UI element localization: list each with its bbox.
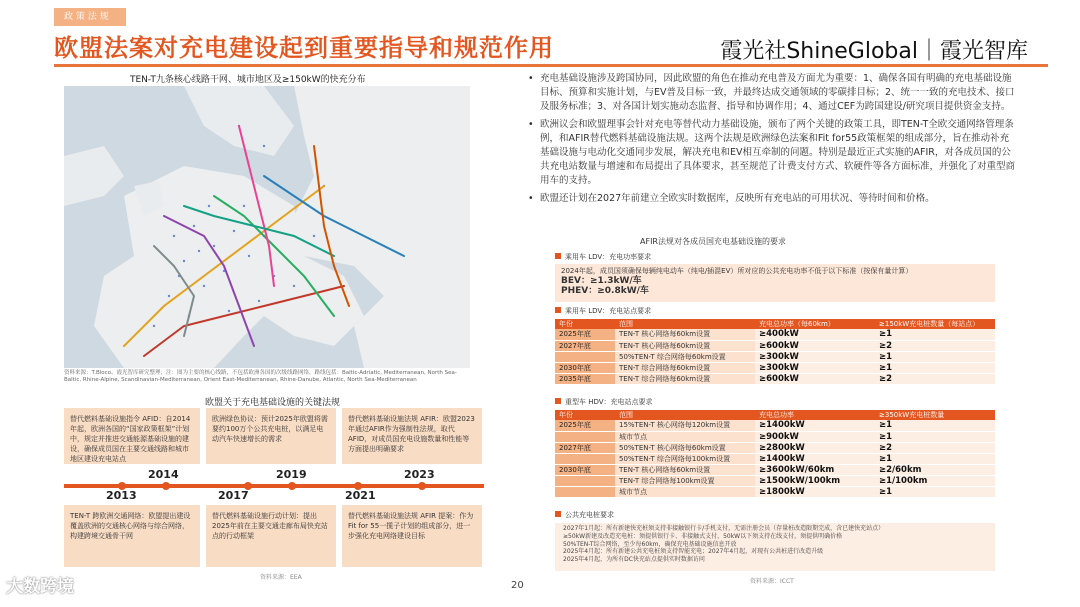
column-header: 充电总功率（每60km） (755, 319, 875, 329)
timeline-dot (288, 482, 296, 490)
public-item: 2027年1月起：所有新建快充桩须支持非接触银行卡/手机支付，无需注册会员（存量桩改造限期完成，含已建快充站点） (563, 525, 885, 532)
cell-year: 2025年底 (555, 420, 615, 431)
column-header: ≥350kW充电桩数量 (875, 410, 995, 420)
cell-count: ≥1 (875, 351, 995, 362)
public-charger-requirements (555, 523, 995, 571)
cell-power: ≥900kW (755, 431, 875, 442)
cell-power: ≥1500kW/100km (755, 475, 875, 486)
hdv-network-section (555, 396, 995, 408)
section-marker (555, 253, 561, 259)
cell-scope: 城市节点 (615, 431, 755, 442)
cell-year: 2035年底 (555, 373, 615, 384)
ldv-power-note (555, 264, 995, 302)
table-row (555, 442, 995, 453)
bullet-item: • 欧洲议会和欧盟理事会针对充电等替代动力基础设施，颁布了两个关键的政策工具，即TEN-T全欧交通网络管理条例，和AFIR替代燃料基础设施法规。这两个法规是欧洲绿色法案和Fit for55政策框架的组成部分，旨在推动补充基础设施与电动化交通同步发展，解决充电和EV相互牵制的问题。特别是最近正式实施的AFIR，对各成员国的公共充电站数量与增速和布局提出了具体要求，甚至规范了计费支付方式、软硬件等各方面标准，并强化了对重型商用车的支持。 (528, 118, 1016, 188)
bullet-item: • 充电基础设施涉及跨国协同，因此欧盟的角色在推动充电普及方面尤为重要：1、确保各国有明确的充电基础设施目标、预算和实施计划，与EV普及目标一致，并最终达成交通领域的零碳排目标；2、统一一致的充电技术、接口及服务标准；3、对各国计划实施动态监督、指导和协调作用；4、通过CEF为跨国建设/研究项目提供资金支持。 (528, 72, 1016, 114)
cell-power: ≥1800kW (755, 486, 875, 497)
timeline-year-2017: 2017 (218, 489, 249, 502)
table-row (555, 362, 995, 373)
public-item: ≥50kW新建及改造充电桩：须提供银行卡、非接触式支付，50kW以下须支持在线支付，须提供明确价格 (563, 532, 843, 540)
timeline-year-2021: 2021 (345, 489, 376, 502)
cell-year (555, 351, 615, 362)
cell-scope: TEN-T 综合网络每60km设置 (615, 373, 755, 384)
europe-network-map (64, 86, 470, 368)
cell-count: ≥1 (875, 431, 995, 442)
ldv-bev-value: BEV：≥1.3kW/车 (561, 276, 642, 286)
column-header: ≥150kW充电桩数量（每站点） (875, 319, 995, 329)
cell-power: ≥1400kW (755, 420, 875, 431)
cell-power: ≥300kW (755, 362, 875, 373)
cell-scope: 50%TEN-T 综合网络每100km设置 (615, 453, 755, 464)
cell-year: 2027年底 (555, 442, 615, 453)
cell-year (555, 431, 615, 442)
cell-power: ≥1400kW (755, 453, 875, 464)
cell-scope: 50%TEN-T 核心网络每60km设置 (615, 442, 755, 453)
cell-count: ≥1 (875, 486, 995, 497)
cell-scope: TEN-T 核心网络每60km设置 (615, 464, 755, 475)
timeline-box-2021: 替代燃料基础设施法规 AFIR 提案：作为Fit for 55一揽子计划的组成部分，进一步强化充电网络建设目标 (342, 505, 482, 567)
page-title: 欧盟法案对充电建设起到重要指导和规范作用 (54, 34, 554, 62)
column-header: 范围 (615, 319, 755, 329)
cell-count: ≥1/100km (875, 475, 995, 486)
timeline-dot (418, 482, 426, 490)
cell-year (555, 486, 615, 497)
policy-bullets (528, 72, 1016, 210)
bullet-item: • 欧盟还计划在2027年前建立全欧实时数据库，反映所有充电站的可用状况、等待时间和价格。 (528, 192, 1016, 206)
table-row (555, 420, 995, 431)
timeline-box-2013: TEN-T 跨欧洲交通网络：欧盟提出建设覆盖欧洲的交通核心网络与综合网络，构建跨境交通骨干网 (64, 505, 200, 567)
section-tag: 政 策 法 规 (54, 8, 126, 26)
timeline-box-2023: 替代燃料基础设施法规 AFIR：欧盟2023年通过AFIR作为强制性法规，取代AFID，对成员国充电设施数量和性能等方面提出明确要求 (342, 408, 482, 464)
public-charger-section (555, 509, 995, 521)
table-row (555, 431, 995, 442)
cell-count: ≥1 (875, 329, 995, 340)
afir-source: 资料来源：ICCT (750, 578, 794, 585)
cell-scope: TEN-T 核心网络每60km设置 (615, 340, 755, 351)
cell-year: 2025年底 (555, 329, 615, 340)
ldv-network-section (555, 305, 995, 317)
cell-year: 2030年底 (555, 464, 615, 475)
table-row (555, 351, 995, 362)
timeline-year-2019: 2019 (276, 468, 307, 481)
cell-count: ≥2 (875, 340, 995, 351)
cell-count: ≥1 (875, 453, 995, 464)
column-header: 范围 (615, 410, 755, 420)
cell-scope: TEN-T 综合网络每60km设置 (615, 362, 755, 373)
cell-power: ≥400kW (755, 329, 875, 340)
cell-year (555, 453, 615, 464)
table-row (555, 486, 995, 497)
section-marker (555, 307, 561, 313)
cell-count: ≥1 (875, 362, 995, 373)
column-header: 充电总功率 (755, 410, 875, 420)
section-label: 乘用车 LDV：充电站点要求 (565, 307, 652, 315)
timeline-box-2017: 替代燃料基础设施行动计划：提出2025年前在主要交通走廊布局快充站点的行动框架 (206, 505, 336, 567)
map-graphic (64, 86, 470, 368)
cell-count: ≥2 (875, 442, 995, 453)
timeline-year-2023: 2023 (404, 468, 435, 481)
section-label: 公共充电桩要求 (565, 511, 614, 519)
timeline-dot (162, 482, 170, 490)
cell-count: ≥2/60km (875, 464, 995, 475)
map-caption: TEN-T九条核心线路干网、城市地区及≥150kW的快充分布 (130, 75, 366, 85)
cell-scope: 15%TEN-T 核心网络每120km设置 (615, 420, 755, 431)
afir-table-title: AFIR法规对各成员国充电基础设施的要求 (640, 237, 786, 246)
section-label: 乘用车 LDV：充电功率要求 (565, 253, 652, 261)
table-header-row (555, 410, 995, 420)
section-label: 重型车 HDV：充电站点要求 (565, 398, 653, 406)
column-header: 年份 (555, 410, 615, 420)
timeline-source: 资料来源：EEA (260, 574, 302, 581)
table-row (555, 340, 995, 351)
cell-power: ≥2800kW (755, 442, 875, 453)
cell-power: ≥3600kW/60km (755, 464, 875, 475)
table-row (555, 373, 995, 384)
ldv-note-text: 2024年起，成员国须确保每辆纯电动车（纯电/插混EV）所对应的公共充电功率不低于以下标准（按保有量计算） (561, 267, 913, 275)
table-row (555, 453, 995, 464)
page-number: 20 (511, 580, 524, 591)
cell-count: ≥2 (875, 373, 995, 384)
cell-scope: TEN-T 综合网络每100km设置 (615, 475, 755, 486)
cell-count: ≥1 (875, 420, 995, 431)
public-item: 50%TEN-T综合网络，至少每60km，确保充电基础设施信息开放 (563, 540, 737, 548)
watermark-logo: 大数跨境 (6, 577, 74, 597)
section-marker (555, 398, 561, 404)
cell-year: 2030年底 (555, 362, 615, 373)
ldv-phev-value: PHEV：≥0.8kW/车 (561, 286, 649, 296)
timeline-year-2013: 2013 (106, 489, 137, 502)
table-row (555, 475, 995, 486)
public-item: 2025年4月起：所有新建公共充电桩须支持智能充电；2027年4月起，对现有公共桩进行改造升级 (563, 548, 824, 556)
ldv-requirements-table (555, 319, 995, 385)
table-header-row (555, 319, 995, 329)
cell-scope: 城市节点 (615, 486, 755, 497)
ldv-power-section (555, 251, 995, 263)
hdv-requirements-table (555, 410, 995, 498)
table-row (555, 329, 995, 340)
cell-power: ≥600kW (755, 340, 875, 351)
map-source-note: 资料来源：T.Bloco、霞光智库研究整理；注：图为主要的核心线路，不包括欧洲各国的次级线路网络，路线包括：Baltic-Adriatic, Mediterranean, North Sea-Baltic, Rhine-Alpine, Scandinavian-Mediterranean, Orient East-Mediterranean, Rhine-Danube, Atlantic, North Sea-Mediterranean (64, 370, 457, 383)
timeline-box-2019: 欧洲绿色协议：预计2025年欧盟将需要约100万个公共充电桩，以满足电动汽车快速增长的需求 (206, 408, 336, 464)
timeline-year-2014: 2014 (148, 468, 179, 481)
cell-year (555, 475, 615, 486)
timeline-box-2014: 替代燃料基础设施指令 AFID：自2014年起，欧洲各国的“国家政策框架”计划中，规定并推进交通能源基础设施的建设，确保成员国在主要交通线路和城市地区建设充电站点 (64, 408, 200, 464)
table-row (555, 464, 995, 475)
cell-year: 2027年底 (555, 340, 615, 351)
cell-scope: TEN-T 核心网络每60km设置 (615, 329, 755, 340)
public-item: 2025年4月起，为所有DC快充站点提供实时数据访问 (563, 556, 705, 564)
title-rule (54, 64, 1048, 67)
section-marker (555, 511, 561, 517)
cell-power: ≥600kW (755, 373, 875, 384)
brand-logo: 霞光社ShineGlobal｜霞光智库 (720, 39, 1028, 64)
column-header: 年份 (555, 319, 615, 329)
cell-power: ≥300kW (755, 351, 875, 362)
timeline-title: 欧盟关于充电基础设施的关键法规 (205, 398, 341, 408)
cell-scope: 50%TEN-T 综合网络每60km设置 (615, 351, 755, 362)
